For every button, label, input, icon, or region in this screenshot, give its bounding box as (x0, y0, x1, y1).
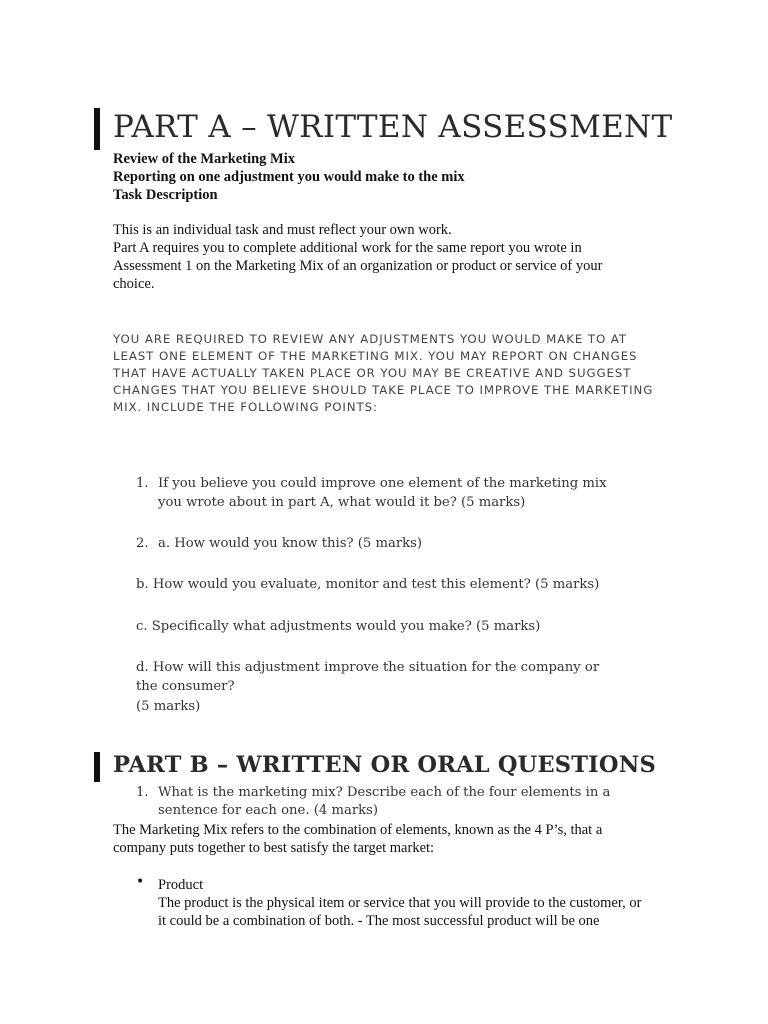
part-b-question-1 (136, 784, 656, 820)
answer-intro: The Marketing Mix refers to the combination of elements, known as the 4 P’s, that a company puts together to best satisfy the target market: (113, 822, 603, 856)
intro-line: This is an individual task and must reflect your own work. (113, 222, 452, 238)
question-1 (136, 474, 626, 512)
question-number: 1. (136, 476, 149, 491)
sub-question-d: d. How will this adjustment improve the situation for the company or the consumer? (136, 660, 600, 694)
question-number: 1. (136, 785, 149, 800)
bullet-product-title: Product (158, 877, 204, 893)
subheading-reporting: Reporting on one adjustment you would make to the mix (113, 169, 465, 185)
question-text: a. How would you know this? (5 marks) (158, 536, 423, 551)
part-b-heading: PART B – WRITTEN OR ORAL QUESTIONS (113, 752, 656, 778)
question-number: 2. (136, 536, 149, 551)
question-text: If you believe you could improve one element of the marketing mix you wrote about in part A, what would it be? (5 marks) (158, 476, 607, 510)
sub-question-d-marks: (5 marks) (136, 699, 201, 714)
question-2 (136, 534, 626, 553)
subheading-review: Review of the Marketing Mix (113, 151, 296, 167)
instructions-paragraph: YOU ARE REQUIRED TO REVIEW ANY ADJUSTMENTS YOU WOULD MAKE TO AT LEAST ONE ELEMENT OF THE MARKETING MIX. YOU MAY REPORT ON CHANGES THAT HAVE ACTUALLY TAKEN PLACE OR YOU MAY BE CREATIVE AND SUGGEST CHANGES THAT YOU BELIEVE SHOULD TAKE PLACE TO IMPROVE THE MARKETING MIX. INCLUDE THE FOLLOWING POINTS: (113, 332, 654, 414)
sub-question-b: b. How would you evaluate, monitor and test this element? (5 marks) (136, 577, 600, 592)
subheading-task-description: Task Description (113, 187, 218, 203)
sub-question-c: c. Specifically what adjustments would you make? (5 marks) (136, 619, 541, 634)
heading-accent-bar (94, 752, 100, 782)
part-a-heading: PART A – WRITTEN ASSESSMENT (113, 109, 673, 145)
bullet-product-text: The product is the physical item or service that you will provide to the customer, or it could be a combination of both. - The most successful product will be one (158, 895, 642, 929)
intro-paragraph: Part A requires you to complete additional work for the same report you wrote in Assessment 1 on the Marketing Mix of an organization or product or service of your choice. (113, 240, 603, 292)
bullet-dot: • (136, 874, 145, 890)
question-text: What is the marketing mix? Describe each of the four elements in a sentence for each one. (4 marks) (158, 785, 611, 818)
heading-accent-bar (94, 108, 100, 150)
